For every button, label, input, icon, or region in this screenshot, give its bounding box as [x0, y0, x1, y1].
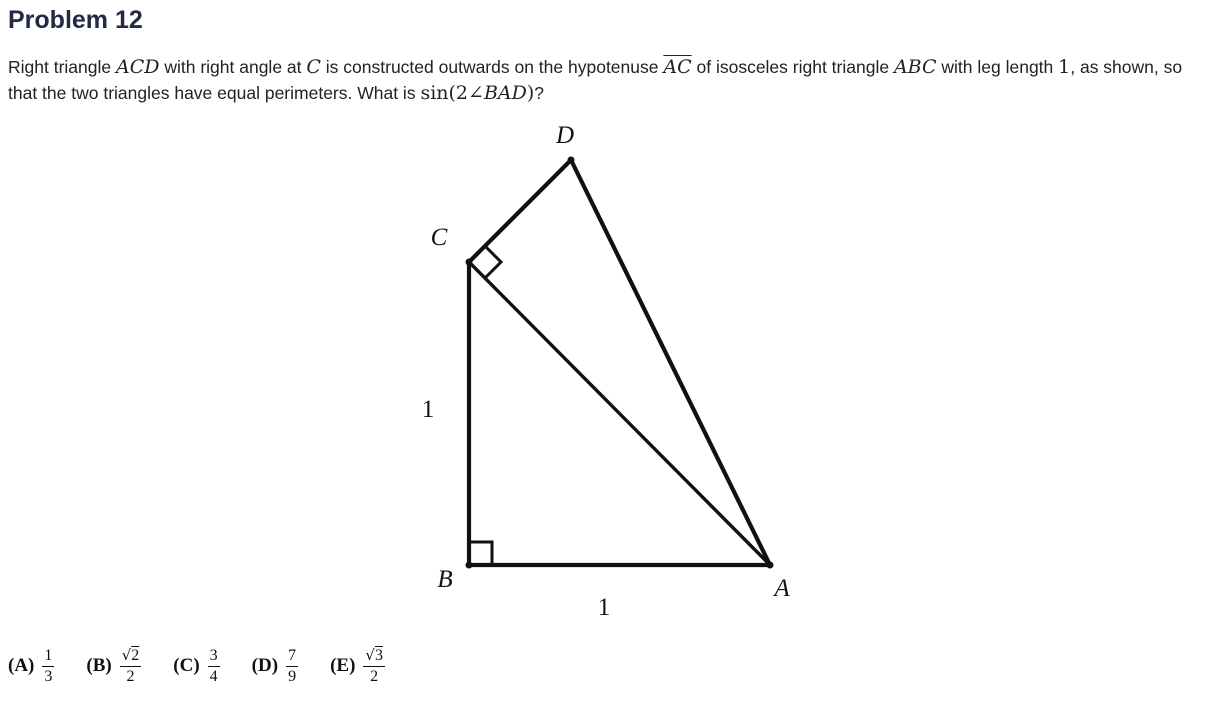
- answer-choices: [8, 646, 417, 686]
- choice-fraction: [286, 647, 298, 686]
- math-expression: C: [306, 56, 321, 78]
- math-expression: 1: [1058, 56, 1071, 78]
- choice-label: (D): [251, 655, 279, 676]
- math-expression: BAD: [483, 82, 527, 104]
- choice-fraction: [42, 647, 54, 686]
- problem-title: Problem 12: [8, 6, 143, 34]
- label-d: D: [555, 122, 575, 149]
- problem-text-fragment: , as shown, so that the two triangles have equal perimeters. What is: [8, 57, 1183, 103]
- problem-text-fragment: is constructed outwards on the hypotenuse: [320, 57, 664, 77]
- answer-choice: [86, 646, 141, 686]
- problem-text-fragment: with leg length: [936, 57, 1059, 77]
- choice-fraction: [120, 646, 142, 686]
- fraction-numerator: 1: [42, 647, 54, 667]
- fraction-numerator: 7: [286, 647, 298, 667]
- fraction-numerator: [363, 646, 385, 667]
- answer-choice: [252, 647, 298, 686]
- right-angle-mark-c: [485, 246, 501, 278]
- vertex-d: [568, 157, 575, 164]
- fraction-denominator: 2: [370, 668, 379, 685]
- answer-choice: [8, 647, 54, 686]
- sqrt-icon: √: [365, 646, 375, 664]
- vertex-b: [466, 562, 473, 569]
- choice-label: (A): [8, 655, 35, 676]
- choice-label: (E): [330, 655, 356, 676]
- problem-text-fragment: with right angle at: [159, 57, 307, 77]
- label-b: B: [437, 566, 453, 593]
- segment-da: [571, 160, 770, 565]
- math-expression: ): [526, 82, 535, 104]
- right-angle-mark-b: [469, 542, 492, 565]
- vertex-c: [466, 259, 473, 266]
- radicand: 2: [131, 647, 140, 664]
- label-a: A: [774, 575, 790, 602]
- label-c: C: [430, 224, 448, 251]
- problem-text-fragment: ?: [534, 83, 545, 103]
- choice-label: (C): [173, 655, 200, 676]
- answer-choice: [173, 647, 219, 686]
- fraction-denominator: 9: [288, 667, 297, 685]
- label-leg-ba: 1: [597, 594, 611, 621]
- answer-choice: [330, 646, 385, 686]
- vertex-a: [767, 562, 774, 569]
- choice-fraction: [363, 646, 385, 686]
- sqrt-icon: √: [121, 646, 132, 664]
- choice-label: (B): [86, 655, 112, 676]
- fraction-denominator: 4: [209, 667, 218, 685]
- segment-cd: [469, 160, 571, 262]
- radicand: 3: [374, 647, 383, 664]
- fraction-numerator: 3: [208, 647, 220, 667]
- problem-text-fragment: Right triangle: [8, 57, 116, 77]
- math-expression: ACD: [115, 56, 160, 78]
- fraction-numerator: [120, 646, 142, 667]
- label-leg-bc: 1: [421, 396, 435, 423]
- segment-ca: [469, 262, 770, 565]
- fraction-denominator: 3: [44, 667, 53, 685]
- math-segment-overline: $\overline{AC}$: [663, 56, 692, 78]
- choice-fraction: [208, 647, 220, 686]
- problem-text-fragment: of isosceles right triangle: [691, 57, 894, 77]
- math-expression: ABC: [893, 56, 937, 78]
- math-expression: sin(2∠: [420, 82, 484, 104]
- fraction-denominator: 2: [126, 668, 135, 685]
